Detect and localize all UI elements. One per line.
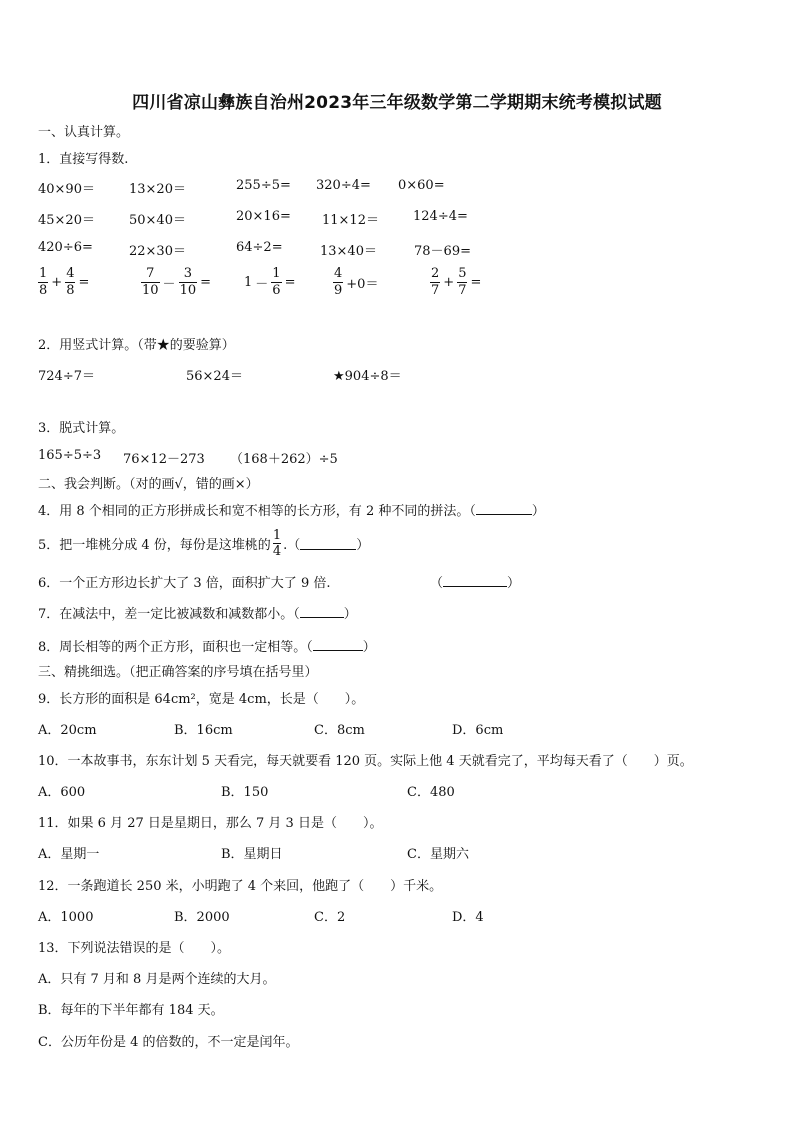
- section-1-heading: 一、认真计算。: [38, 125, 130, 140]
- fraction: $\frac{5}{7}$: [458, 266, 467, 298]
- q1-r3-c5: 78－69=: [414, 244, 471, 259]
- q10-option-b[interactable]: B．150: [221, 785, 269, 800]
- q1-frac-e: $\frac{2}{7}$ + $\frac{5}{7}$ =: [431, 266, 482, 298]
- fraction: $\frac{2}{7}$: [431, 266, 440, 298]
- fraction: $\frac{3}{10}$: [179, 266, 197, 298]
- q1-frac-d: $\frac{4}{9}$ +0＝: [334, 266, 379, 298]
- fraction: $\frac{1}{6}$: [272, 266, 281, 298]
- q2-item-3: ★904÷8＝: [333, 369, 402, 384]
- fraction: $\frac{1}{4}$: [272, 528, 282, 559]
- q6-answer: （ ）: [430, 576, 521, 591]
- fraction: $\frac{1}{8}$: [39, 266, 48, 298]
- q2-prompt: 2．用竖式计算。（带★的要验算）: [38, 338, 235, 353]
- q1-r1-c5: 0×60=: [398, 178, 445, 193]
- q9-option-c[interactable]: C．8cm: [314, 723, 365, 738]
- q6: 6．一个正方形边长扩大了 3 倍，面积扩大了 9 倍.: [38, 576, 331, 591]
- q11-text: 11．如果 6 月 27 日是星期日，那么 7 月 3 日是（ ）。: [38, 816, 383, 831]
- q9-option-d[interactable]: D．6cm: [452, 723, 504, 738]
- q12-text: 12．一条跑道长 250 米，小明跑了 4 个来回，他跑了（ ）千米。: [38, 879, 443, 894]
- fraction: $\frac{4}{9}$: [334, 266, 343, 298]
- q1-r3-c2: 22×30＝: [129, 244, 186, 259]
- section-3-heading: 三、精挑细选。（把正确答案的序号填在括号里）: [38, 665, 318, 680]
- q13-text: 13．下列说法错误的是（ ）。: [38, 941, 231, 956]
- q12-option-d[interactable]: D．4: [452, 910, 484, 925]
- q11-option-c[interactable]: C．星期六: [407, 847, 469, 862]
- q1-r3-c1: 420÷6=: [38, 240, 93, 255]
- q12-option-a[interactable]: A．1000: [38, 910, 94, 925]
- q1-r2-c4: 11×12＝: [322, 213, 379, 228]
- q1-frac-c: 1 － $\frac{1}{6}$ =: [244, 266, 296, 298]
- q3-item-3: （168＋262）÷5: [230, 452, 338, 467]
- fraction: $\frac{7}{10}$: [142, 266, 159, 298]
- q1-r1-c1: 40×90＝: [38, 182, 95, 197]
- q11-option-a[interactable]: A．星期一: [38, 847, 100, 862]
- section-2-heading: 二、我会判断。（对的画√，错的画×）: [38, 477, 259, 492]
- q13-option-c[interactable]: C．公历年份是 4 的倍数的，不一定是闰年。: [38, 1035, 299, 1050]
- answer-blank[interactable]: [300, 605, 344, 618]
- q1-frac-b: $\frac{7}{10}$ － $\frac{3}{10}$ =: [142, 266, 212, 298]
- q13-option-b[interactable]: B．每年的下半年都有 184 天。: [38, 1003, 224, 1018]
- q3-prompt: 3．脱式计算。: [38, 421, 125, 436]
- q12-option-c[interactable]: C．2: [314, 910, 346, 925]
- q1-r1-c4: 320÷4=: [316, 178, 371, 193]
- q1-r3-c3: 64÷2=: [236, 240, 283, 255]
- q1-r2-c3: 20×16=: [236, 209, 291, 224]
- page-title: 四川省凉山彝族自治州2023年三年级数学第二学期期末统考模拟试题: [132, 93, 662, 113]
- q7: 7．在减法中，差一定比被减数和减数都小。（ ）: [38, 607, 357, 622]
- q3-item-1: 165÷5÷3: [38, 448, 102, 463]
- answer-blank[interactable]: [313, 638, 363, 651]
- q3-item-2: 76×12－273: [123, 452, 205, 467]
- q9-text: 9．长方形的面积是 64cm²，宽是 4cm，长是（ ）。: [38, 692, 365, 707]
- q2-item-2: 56×24＝: [186, 369, 243, 384]
- q1-r2-c5: 124÷4=: [413, 209, 468, 224]
- q8: 8．周长相等的两个正方形，面积也一定相等。（ ）: [38, 640, 376, 655]
- q10-option-c[interactable]: C．480: [407, 785, 455, 800]
- q5: 5．把一堆桃分成 4 份，每份是这堆桃的 $\frac{1}{4}$ .（ ）: [38, 528, 370, 559]
- q9-option-a[interactable]: A．20cm: [38, 723, 97, 738]
- q10-option-a[interactable]: A．600: [38, 785, 86, 800]
- answer-blank[interactable]: [443, 574, 507, 587]
- q1-prompt: 1．直接写得数.: [38, 152, 129, 167]
- q1-r1-c2: 13×20＝: [129, 182, 186, 197]
- q1-r2-c1: 45×20＝: [38, 213, 95, 228]
- answer-blank[interactable]: [476, 502, 532, 515]
- q1-frac-a: $\frac{1}{8}$ + $\frac{4}{8}$ =: [39, 266, 90, 298]
- fraction: $\frac{4}{8}$: [66, 266, 75, 298]
- q12-option-b[interactable]: B．2000: [174, 910, 230, 925]
- answer-blank[interactable]: [300, 537, 356, 550]
- q10-text: 10．一本故事书，东东计划 5 天看完，每天就要看 120 页。实际上他 4 天就看完了，平均每天看了（ ）页。: [38, 754, 693, 769]
- q1-r2-c2: 50×40＝: [129, 213, 186, 228]
- q4: 4．用 8 个相同的正方形拼成长和宽不相等的长方形，有 2 种不同的拼法。（ ）: [38, 504, 545, 519]
- q1-r3-c4: 13×40＝: [320, 244, 377, 259]
- q1-r1-c3: 255÷5=: [236, 178, 291, 193]
- q9-option-b[interactable]: B．16cm: [174, 723, 233, 738]
- q2-item-1: 724÷7＝: [38, 369, 95, 384]
- q11-option-b[interactable]: B．星期日: [221, 847, 283, 862]
- q13-option-a[interactable]: A．只有 7 月和 8 月是两个连续的大月。: [38, 972, 276, 987]
